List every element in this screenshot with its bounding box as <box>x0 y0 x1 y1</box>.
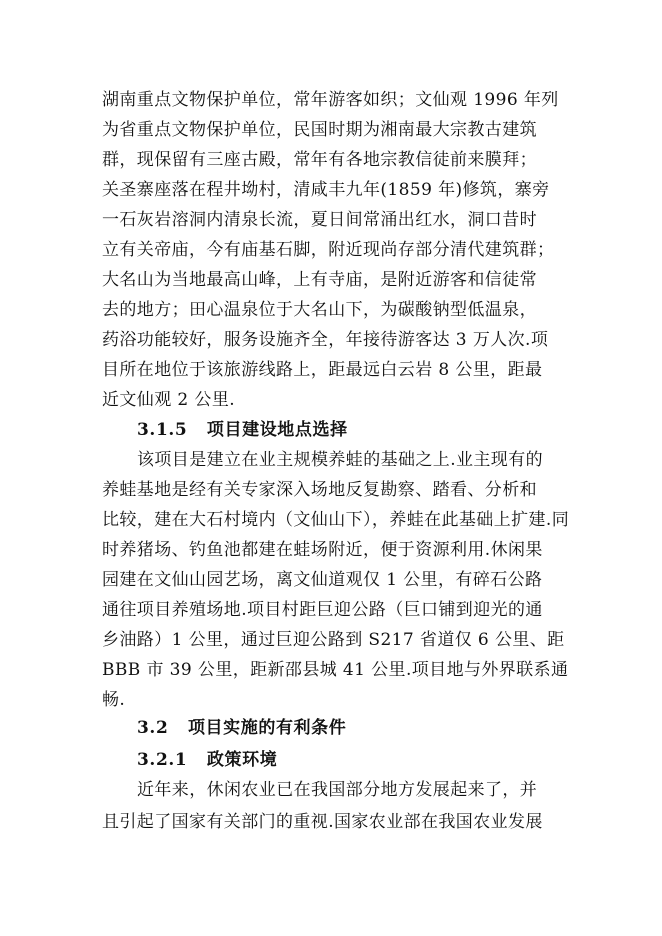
paragraph-line: 为省重点文物保护单位，民国时期为湘南最大宗教古建筑 <box>102 120 537 140</box>
section-number: 3.1.5 <box>137 420 188 440</box>
section-heading-315 <box>137 420 348 440</box>
section-number: 3.2 <box>137 718 169 738</box>
paragraph-line: 目所在地位于该旅游线路上，距最远白云岩 8 公里，距最 <box>102 360 543 380</box>
section-number: 3.2.1 <box>137 750 188 770</box>
section-heading-321 <box>137 750 277 770</box>
paragraph-line: 药浴功能较好，服务设施齐全，年接待游客达 3 万人次.项 <box>102 330 549 350</box>
section-title: 项目实施的有利条件 <box>187 718 347 738</box>
paragraph-line: 大名山为当地最高山峰，上有寺庙，是附近游客和信徒常 <box>102 270 537 290</box>
paragraph-line: 关圣寨座落在程井坳村，清咸丰九年(1859 年)修筑，寨旁 <box>102 180 550 200</box>
paragraph-line: 立有关帝庙，今有庙基石脚，附近现尚存部分清代建筑群； <box>102 240 555 260</box>
paragraph-line: BBB 市 39 公里，距新邵县城 41 公里.项目地与外界联系通 <box>102 660 569 680</box>
paragraph-line: 湖南重点文物保护单位，常年游客如织；文仙观 1996 年列 <box>102 90 559 110</box>
paragraph-line: 通往项目养殖场地.项目村距巨迎公路（巨口铺到迎光的通 <box>102 600 543 620</box>
section-title: 项目建设地点选择 <box>206 420 348 440</box>
paragraph-line: 乡油路）1 公里，通过巨迎公路到 S217 省道仅 6 公里、距 <box>102 630 565 650</box>
paragraph-line: 近年来，休闲农业已在我国部分地方发展起来了，并 <box>137 780 538 800</box>
paragraph-line: 时养猪场、钓鱼池都建在蛙场附近，便于资源利用.休闲果 <box>102 540 543 560</box>
paragraph-line: 且引起了国家有关部门的重视.国家农业部在我国农业发展 <box>102 812 543 832</box>
paragraph-line: 畅. <box>102 690 126 710</box>
paragraph-line: 群，现保留有三座古殿，常年有各地宗教信徒前来膜拜； <box>102 150 537 170</box>
paragraph-line: 比较，建在大石村境内（文仙山下），养蛙在此基础上扩建.同 <box>102 510 570 530</box>
paragraph-line: 去的地方；田心温泉位于大名山下，为碳酸钠型低温泉， <box>102 300 537 320</box>
paragraph-line: 园建在文仙山园艺场，离文仙道观仅 1 公里，有碎石公路 <box>102 570 543 590</box>
paragraph-line: 一石灰岩溶洞内清泉长流，夏日间常涌出红水，洞口昔时 <box>102 210 537 230</box>
section-heading-32 <box>137 718 346 738</box>
paragraph-line: 该项目是建立在业主规模养蛙的基础之上.业主现有的 <box>137 450 544 470</box>
paragraph-line: 近文仙观 2 公里. <box>102 390 236 410</box>
paragraph-line: 养蛙基地是经有关专家深入场地反复勘察、踏看、分析和 <box>102 480 537 500</box>
section-title: 政策环境 <box>206 750 278 770</box>
